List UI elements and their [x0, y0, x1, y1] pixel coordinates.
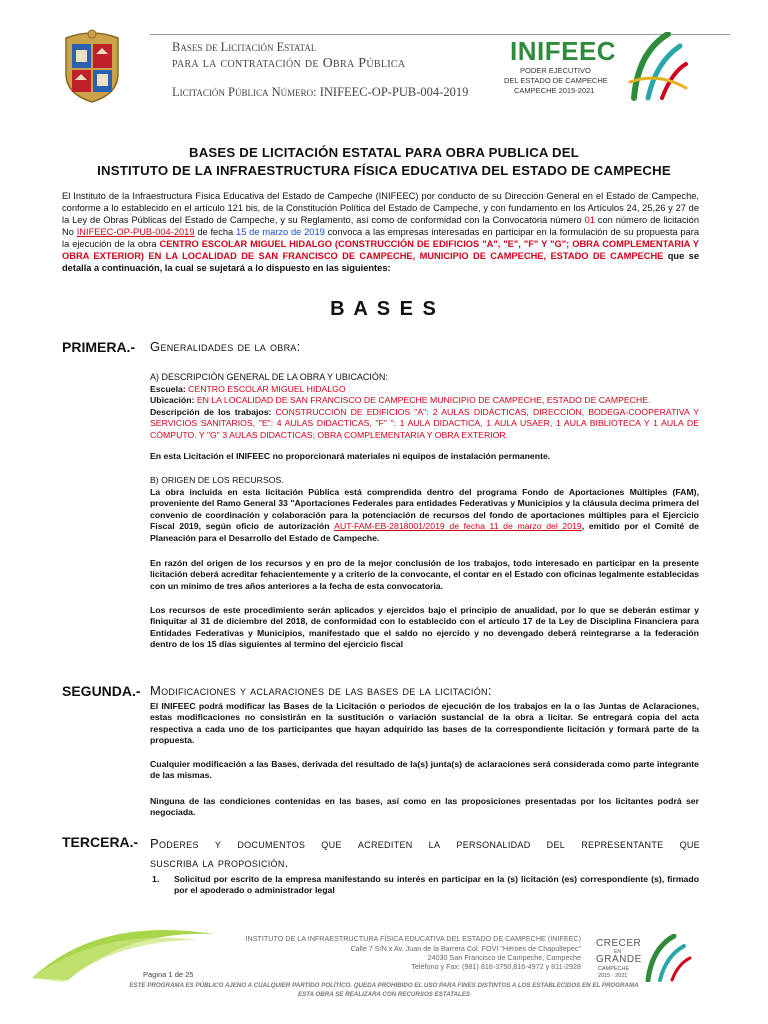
coat-of-arms-icon: [60, 28, 124, 104]
crecer-text-1: CRECER: [596, 938, 642, 949]
primera-label: PRIMERA.-: [62, 339, 136, 355]
logo-sub-3: CAMPECHE 2015-2021: [514, 86, 595, 95]
obra-name: CENTRO ESCOLAR MIGUEL HIDALGO (CONSTRUCCIÓN DE EDIFICIOS "A", "E", "F" Y "G"; OBRA COMPLEMENTARIA Y OBRA EXTERIOR) EN LA LOCALIDAD DE SAN FRANCISCO DE CAMPECHE, MUNICIPIO DE CAMPECHE, ESTADO DE CAMPECHE: [62, 239, 699, 261]
footer-disclaimer-2: ESTA OBRA SE REALIZARA CON RECURSOS ESTATALES: [297, 991, 471, 998]
recursos-paragraph: Los recursos de este procedimiento serán aplicados y ejercidos bajo el principio de anualidad, por lo que se deberán estimar y finiquitar al 31 de diciembre del 2018, de conformidad con lo establecido con el artículo 17 de la Ley de Disciplina Financiera para Entidades Federativas y Municipios, manifestado que el saldo no ejercido y no devengado deberá reintegrarse a la federación dentro de los 15 días siguientes al termino del ejercicio fiscal: [150, 605, 699, 650]
convocatoria-date: 15 de marzo de 2019: [236, 227, 325, 237]
descripcion-line: Descripción de los trabajos: CONSTRUCCIÓN DE EDIFICIOS "A": 2 AULAS DIDÁCTICAS, DIRECCIÓN, BODEGA-COOPERATIVA Y SERVICIOS SANITARIOS, "E": 4 AULAS DIDACTICAS, "F" ": 1 AULA DIDACTICA, 1 AULA USAER, 1 AULA BIBLIOTECA Y 1 AULA DE CÓMPUTO. Y "G" 3 AULAS DIDACTICAS; OBRA COMPLEMENTARIA Y OBRA EXTERIOR.: [150, 406, 700, 440]
crecer-text-5: 2015 · 2021: [598, 973, 628, 979]
tercera-label: TERCERA.-: [62, 834, 139, 850]
doc-title-line-2: INSTITUTO DE LA INFRAESTRUCTURA FÍSICA EDUCATIVA DEL ESTADO DE CAMPECHE: [97, 163, 671, 178]
segunda-label: SEGUNDA.-: [62, 683, 141, 699]
segunda-title: Modificaciones y aclaraciones de las bases de la licitación:: [150, 683, 492, 698]
oficio-autorizacion: AUT-FAM-EB-2818001/2019 de fecha 11 de marzo del 2019: [334, 521, 582, 532]
inifeec-logo: [498, 34, 730, 106]
descripcion-value: CONSTRUCCIÓN DE EDIFICIOS "A": 2 AULAS DIDÁCTICAS, DIRECCIÓN, BODEGA-COOPERATIVA Y SERVICIOS SANITARIOS, "E": 4 AULAS DIDACTICAS, "F" ": 1 AULA DIDACTICA, 1 AULA USAER, 1 AULA BIBLIOTECA Y 1 AULA DE CÓMPUTO. Y "G" 3 AULAS DIDACTICAS; OBRA COMPLEMENTARIA Y OBRA EXTERIOR.: [150, 406, 700, 440]
licitacion-number: INIFEEC-OP-PUB-004-2019: [76, 227, 195, 237]
footer-arch-icon: [644, 934, 692, 987]
ubicacion-value: EN LA LOCALIDAD DE SAN FRANCISCO DE CAMPECHE MUNICIPIO DE CAMPECHE, ESTADO DE CAMPECHE.: [196, 395, 651, 406]
origen-recursos-paragraph: La obra incluida en esta licitación Pública está comprendida dentro del programa Fondo de Aportaciones Múltiples (FAM), proveniente del Ramo General 33 "Aportaciones Federales para entidades Federativas y Municipios y la cláusula decima primera del convenio de coordinación y colaboración para la potenciación de recursos del fondo de aportaciones múltiples para el Ejercicio Fiscal 2019, según oficio de autorización AUT-FAM-EB-2818001/2019 de fecha 11 de marzo del 2019, emitido por el Comité de Planeación para el Desarrollo del Estado de Campeche.: [150, 487, 699, 543]
footer-address-2: 24030 San Francisco de Campeche, Campeche: [427, 953, 581, 962]
razon-paragraph: En razón del origen de los recursos y en pro de la mejor conclusión de los trabajos, todo interesado en participar en la presente licitación deberá acreditar fehacientemente y a criterio de la convocante, el contar en el Estado con oficinas legalmente establecidas con un mínimo de tres años anteriores a la fecha de esta convocatoria.: [150, 558, 699, 591]
primera-b-heading: B) ORIGEN DE LOS RECURSOS.: [150, 475, 284, 485]
primera-a-heading: A) DESCRIPCIÓN GENERAL DE LA OBRA Y UBICACIÓN:: [150, 372, 388, 382]
segunda-paragraph-3: Ninguna de las condiciones contenidas en las bases, así como en las proposiciones presentadas por los licitantes podrá ser negociada.: [150, 796, 699, 818]
tercera-item-number: 1.: [152, 874, 160, 884]
escuela-line: Escuela: CENTRO ESCOLAR MIGUEL HIDALGO: [150, 384, 346, 394]
footer-institute: INSTITUTO DE LA INFRAESTRUCTURA FÍSICA EDUCATIVA DEL ESTADO DE CAMPECHE (INIFEEC): [245, 934, 581, 943]
header-line-3: Licitación Pública Número: INIFEEC-OP-PUB-004-2019: [172, 85, 469, 99]
segunda-paragraph-1: El INIFEEC podrá modificar las Bases de la Licitación o periodos de ejecución de los trabajos en la o las Juntas de Aclaraciones, estas modificaciones no consistirán en la sustitución o variación sustancial de la obra a licitar. Se entregará copia del acta respectiva a cada uno de los participantes que hayan adquirido las bases de la correspondiente licitación y formará parte de la propuesta.: [150, 701, 699, 746]
header-line-1: Bases de Licitación Estatal: [172, 40, 317, 54]
crecer-text-2: EN: [614, 949, 621, 955]
convocatoria-number: 01: [584, 215, 595, 225]
materiales-note: En esta Licitación el INIFEEC no proporcionará materiales ni equipos de instalación permanente.: [150, 451, 551, 461]
tercera-title: Poderes y documentos que acrediten la personalidad del representante que suscriba la proposición.: [150, 836, 700, 870]
arch-logo-icon: [628, 32, 690, 107]
primera-title: Generalidades de la obra:: [150, 339, 301, 354]
header-line-2: para la contratación de Obra Pública: [172, 56, 406, 71]
tercera-item-text: Solicitud por escrito de la empresa manifestando su interés en participar en la (s) licitación (es) correspondiente (s), firmado por el apoderado o administrador legal: [174, 874, 699, 896]
ubicacion-line: Ubicación: EN LA LOCALIDAD DE SAN FRANCISCO DE CAMPECHE MUNICIPIO DE CAMPECHE, ESTADO DE CAMPECHE.: [150, 395, 651, 406]
crecer-text-3: GRANDE: [596, 954, 642, 965]
intro-paragraph: El Instituto de la Infraestructura Física Educativa del Estado de Campeche (INIFEEC) por conducto de su Dirección General en el Estado de Campeche, conforme a lo establecido en el artículo 121 bis, de la Constitución Política del Estado de Campeche, y con fundamento en los Artículos 24, 25,26 y 27 de la Ley de Obras Públicas del Estado de Campeche, y su Reglamento, así como de conformidad con la Convocatoria número 01 con número de licitación No INIFEEC-OP-PUB-004-2019 de fecha 15 de marzo de 2019 convoca a las empresas interesadas en participar en la formulación de su propuesta para la ejecución de la obra CENTRO ESCOLAR MIGUEL HIDALGO (CONSTRUCCIÓN DE EDIFICIOS "A", "E", "F" Y "G"; OBRA COMPLEMENTARIA Y OBRA EXTERIOR) EN LA LOCALIDAD DE SAN FRANCISCO DE CAMPECHE, MUNICIPIO DE CAMPECHE, ESTADO DE CAMPECHE que se detalla a continuación, la cual se sujetará a lo dispuesto en las siguientes:: [62, 191, 700, 273]
doc-title-line-1: BASES DE LICITACIÓN ESTATAL PARA OBRA PUBLICA DEL: [188, 145, 580, 160]
crecer-text-4: CAMPECHE: [598, 966, 630, 972]
footer-address-1: Calle 7 S/N x Av. Juan de la Barrera Col. FOVI "Héroes de Chapultepec": [350, 944, 581, 953]
inifeec-wordmark: INIFEEC: [510, 36, 617, 66]
bases-heading: B A S E S: [330, 298, 438, 320]
logo-sub-1: PODER EJECUTIVO: [520, 66, 591, 75]
footer-phone: Teléfono y Fax: (981) 816-3750,816-4972 y 811-2928: [411, 962, 581, 971]
escuela-value: CENTRO ESCOLAR MIGUEL HIDALGO: [188, 384, 346, 394]
primera-a-details: [150, 384, 699, 441]
logo-sub-2: DEL ESTADO DE CAMPECHE: [504, 76, 608, 85]
segunda-paragraph-2: Cualquier modificación a las Bases, derivada del resultado de la(s) junta(s) de aclaraciones será considerada como parte integrante de las mismas.: [150, 759, 699, 781]
page-number: Pagina 1 de 25: [143, 970, 194, 979]
footer-disclaimer-1: ESTE PROGRAMA ES PÚBLICO AJENO A CUALQUIER PARTIDO POLÍTICO. QUEDA PROHIBIDO EL USO PARA FINES DISTINTOS A LOS ESTABLECIDOS EN EL PROGRAMA: [129, 982, 639, 989]
